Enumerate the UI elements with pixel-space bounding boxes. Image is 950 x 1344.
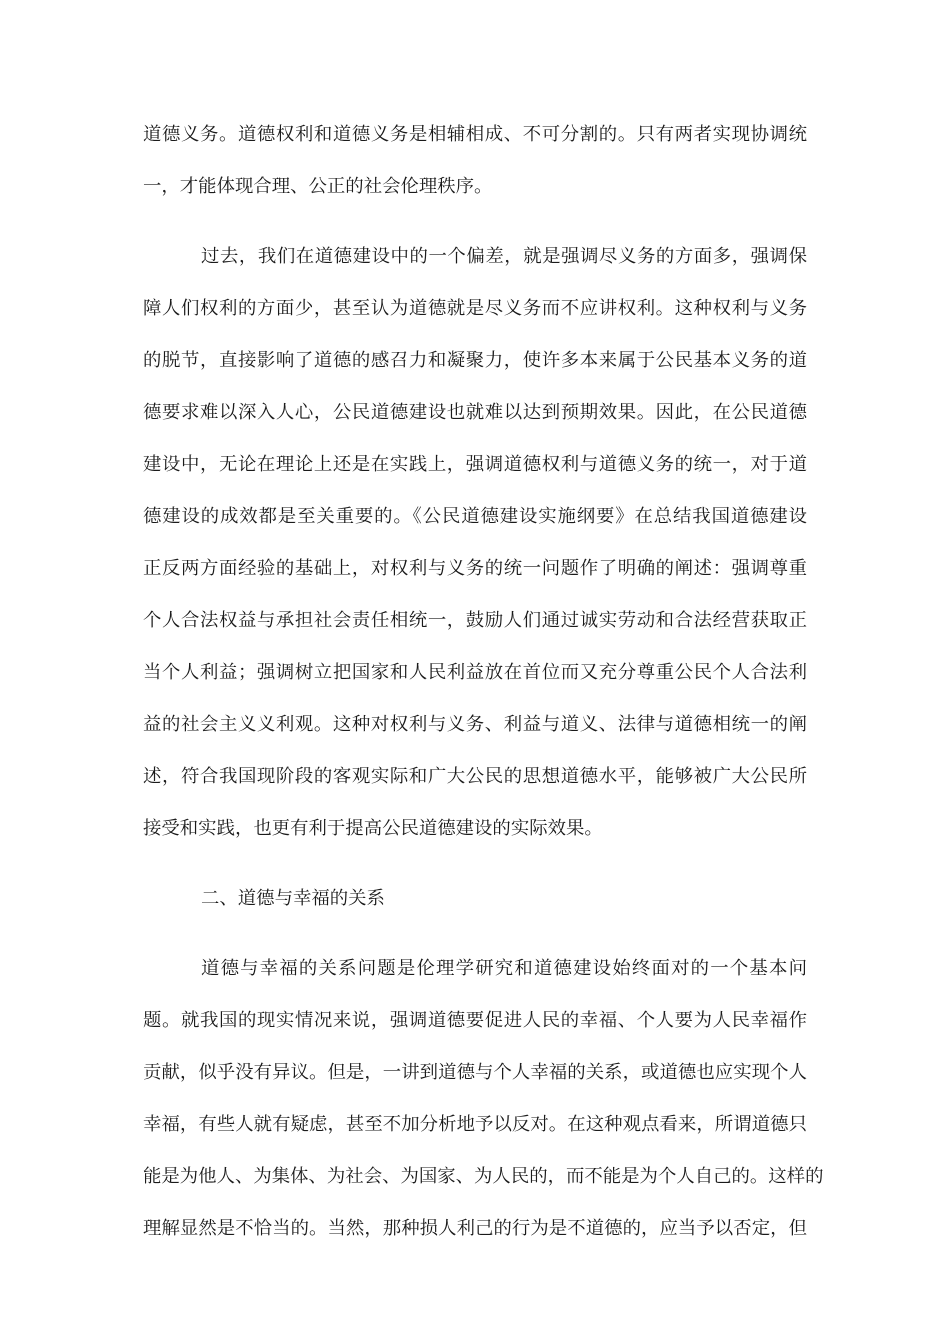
text-line: 障人们权利的方面少，甚至认为道德就是尽义务而不应讲权利。这种权利与义务	[143, 298, 807, 319]
text-line: 贡献，似乎没有异议。但是，一讲到道德与个人幸福的关系，或道德也应实现个人	[143, 1062, 807, 1083]
text-line: 能是为他人、为集体、为社会、为国家、为人民的，而不能是为个人自己的。这样的	[143, 1166, 824, 1187]
paragraph-rights-duties	[143, 239, 807, 863]
text-line: 个人合法权益与承担社会责任相统一，鼓励人们通过诚实劳动和合法经营获取正	[143, 610, 807, 631]
text-line: 德建设的成效都是至关重要的。《公民道德建设实施纲要》在总结我国道德建设	[143, 506, 807, 527]
paragraph-continuation	[143, 117, 807, 221]
text-line: 述，符合我国现阶段的客观实际和广大公民的思想道德水平，能够被广大公民所	[143, 766, 807, 787]
paragraph-gap	[143, 221, 807, 239]
text-line: 理解显然是不恰当的。当然，那种损人利己的行为是不道德的，应当予以否定，但	[143, 1218, 807, 1239]
text-line: 幸福，有些人就有疑虑，甚至不加分析地予以反对。在这种观点看来，所谓道德只	[143, 1114, 807, 1135]
paragraph-gap	[143, 863, 807, 881]
text-line: 道德与幸福的关系问题是伦理学研究和道德建设始终面对的一个基本问	[201, 958, 807, 979]
text-line: 建设中，无论在理论上还是在实践上，强调道德权利与道德义务的统一，对于道	[143, 454, 807, 475]
text-line: 益的社会主义义利观。这种对权利与义务、利益与道义、法律与道德相统一的阐	[143, 714, 807, 735]
section-heading: 二、道德与幸福的关系	[201, 888, 385, 909]
text-line: 德要求难以深入人心，公民道德建设也就难以达到预期效果。因此，在公民道德	[143, 402, 807, 423]
text-line: 当个人利益；强调树立把国家和人民利益放在首位而又充分尊重公民个人合法利	[143, 662, 807, 683]
paragraph-gap	[143, 933, 807, 951]
text-line: 接受和实践，也更有利于提高公民道德建设的实际效果。	[143, 818, 603, 839]
text-line: 过去，我们在道德建设中的一个偏差，就是强调尽义务的方面多，强调保	[201, 246, 807, 267]
text-line: 道德义务。道德权利和道德义务是相辅相成、不可分割的。只有两者实现协调统	[143, 124, 807, 145]
text-line: 一，才能体现合理、公正的社会伦理秩序。	[143, 176, 493, 197]
paragraph-morality-happiness	[143, 951, 824, 1263]
text-line: 的脱节，直接影响了道德的感召力和凝聚力，使许多本来属于公民基本义务的道	[143, 350, 807, 371]
document-page	[143, 117, 824, 1263]
text-line: 题。就我国的现实情况来说，强调道德要促进人民的幸福、个人要为人民幸福作	[143, 1010, 807, 1031]
text-line: 正反两方面经验的基础上，对权利与义务的统一问题作了明确的阐述：强调尊重	[143, 558, 807, 579]
